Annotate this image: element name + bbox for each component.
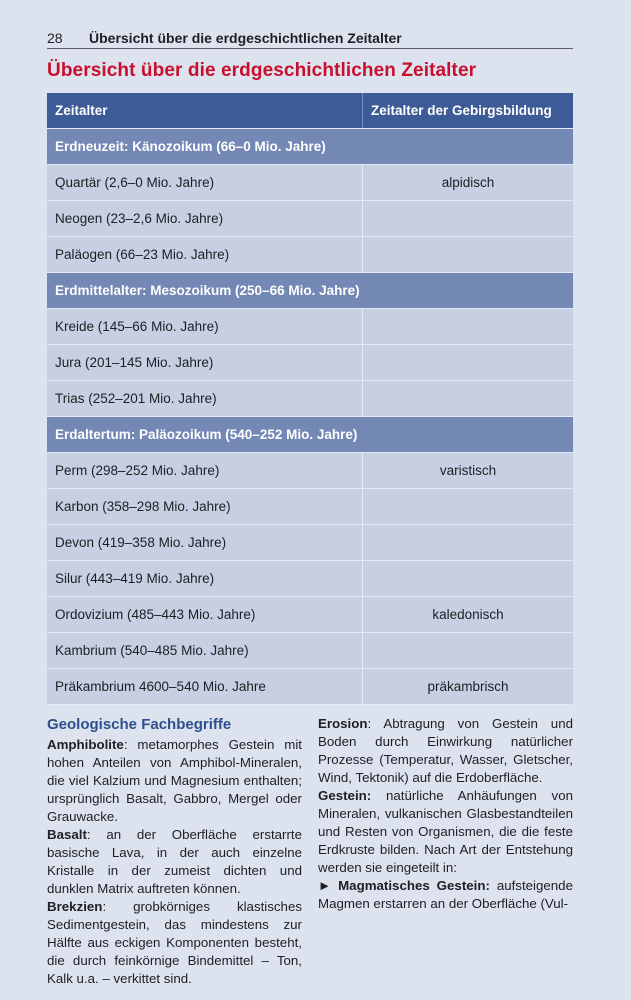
orogeny-cell: kaledonisch [432,607,504,622]
glossary-entry-brekzien [47,898,302,988]
glossary-term: Gestein: [318,788,372,803]
glossary-definition: natürliche Anhäufungen von Mineralen, vulkanischen Glasbestandteilen und Resten von Organismen, die die feste Erdkruste bilden. Nach Art der Entstehung werden sie eingeteilt in: [318,788,573,875]
table-row [47,453,573,489]
era-label: Erdneuzeit: Känozoikum (66–0 Mio. Jahre) [55,139,326,154]
bullet-arrow-icon: ► [318,878,332,893]
orogeny-cell: präkambrisch [427,679,509,694]
page-title: Übersicht über die erdgeschichtlichen Zeitalter [47,60,477,81]
glossary-entry-gestein [318,787,573,877]
table-row [47,525,573,561]
period-cell: Kreide (145–66 Mio. Jahre) [47,309,363,344]
period-cell: Neogen (23–2,6 Mio. Jahre) [47,201,363,236]
table-row [47,237,573,273]
running-head-title: Übersicht über die erdgeschichtlichen Zeitalter [89,30,402,46]
orogeny-cell [363,633,573,668]
era-label: Erdmittelalter: Mesozoikum (250–66 Mio. Jahre) [55,283,360,298]
orogeny-cell [363,237,573,272]
table-row [47,381,573,417]
table-row [47,489,573,525]
glossary-column-right [318,715,573,1000]
era-group-row [47,129,573,165]
period-cell: Perm (298–252 Mio. Jahre) [47,453,363,488]
period-cell: Ordovizium (485–443 Mio. Jahre) [47,597,363,632]
table-body [47,129,573,705]
era-label: Erdaltertum: Paläozoikum (540–252 Mio. Jahre) [55,427,358,442]
page-number: 28 [47,30,63,46]
glossary-entry-erosion [318,715,573,787]
glossary-entry-basalt [47,826,302,898]
glossary-section [47,715,573,1000]
period-cell: Kambrium (540–485 Mio. Jahre) [47,633,363,668]
glossary-entry-amphibolite [47,736,302,826]
orogeny-cell [363,561,573,596]
period-cell: Quartär (2,6–0 Mio. Jahre) [47,165,363,200]
orogeny-cell [363,525,573,560]
table-row [47,345,573,381]
glossary-term: Magmatisches Gestein: [338,878,490,893]
glossary-term: Erosion [318,716,368,731]
glossary-term: Brekzien [47,899,103,914]
table-row [47,633,573,669]
orogeny-cell [363,201,573,236]
orogeny-cell [363,309,573,344]
glossary-heading: Geologische Fachbegriffe [47,716,232,733]
orogeny-cell [363,489,573,524]
running-head [47,28,573,49]
orogeny-cell [363,381,573,416]
table-row [47,165,573,201]
table-row [47,201,573,237]
table-row [47,669,573,705]
glossary-definition: aufsteigende Magmen erstarren an der Oberfläche (Vul- [318,878,573,911]
glossary-definition: : grobkörniges klastisches Sedimentgestein, das mindestens zur Hälfte aus eckigen Komponenten besteht, die durch feinkörnige Bindemittel – Ton, Kalk u.a. – verkittet sind. [47,899,302,986]
glossary-term: Basalt [47,827,87,842]
period-cell: Trias (252–201 Mio. Jahre) [47,381,363,416]
table-header-row [47,93,573,129]
header-cell-orogeny: Zeitalter der Gebirgsbildung [371,103,552,118]
orogeny-cell: varistisch [439,463,497,478]
era-group-row [47,417,573,453]
era-group-row [47,273,573,309]
geologic-eras-table [47,93,573,705]
glossary-definition: : an der Oberfläche erstarrte basische Lava, in der auch einzelne Kristalle in der zumeist dichten und dunklen Matrix auftreten können. [47,827,302,896]
header-cell-era: Zeitalter [47,93,363,128]
glossary-entry-magmatisch [318,877,573,913]
glossary-definition: : Abtragung von Gestein und Boden durch Einwirkung natürlicher Prozesse (Temperatur, Wasser, Gletscher, Wind, Tektonik) auf die Erdoberfläche. [318,716,573,785]
orogeny-cell [363,345,573,380]
table-row [47,309,573,345]
period-cell: Silur (443–419 Mio. Jahre) [47,561,363,596]
period-cell: Paläogen (66–23 Mio. Jahre) [47,237,363,272]
period-cell: Devon (419–358 Mio. Jahre) [47,525,363,560]
orogeny-cell: alpidisch [441,175,495,190]
glossary-definition: : metamorphes Gestein mit hohen Anteilen von Amphibol-Mineralen, die viel Kalzium und Magnesium enthalten; ursprünglich Basalt, Gabbro, Mergel oder Grauwacke. [47,737,302,824]
glossary-column-left [47,715,302,1000]
period-cell: Karbon (358–298 Mio. Jahre) [47,489,363,524]
table-row [47,597,573,633]
period-cell: Jura (201–145 Mio. Jahre) [47,345,363,380]
period-cell: Präkambrium 4600–540 Mio. Jahre [47,669,363,704]
glossary-term: Amphibolite [47,737,124,752]
table-row [47,561,573,597]
